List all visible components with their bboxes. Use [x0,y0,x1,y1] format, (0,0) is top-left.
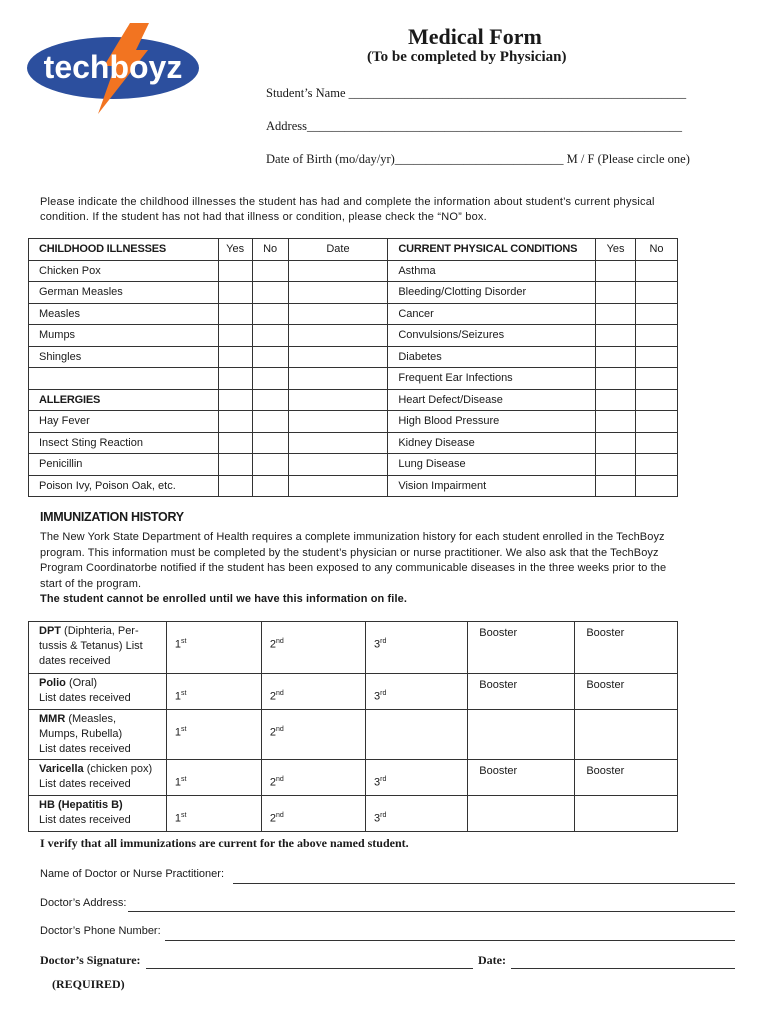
dose-suffix: nd [275,638,284,645]
dose-label: 1 [174,726,181,739]
doctor-address-input[interactable] [128,911,735,912]
empty-cell [575,710,678,760]
dose-suffix: st [180,638,187,645]
vaccine-desc: (chicken pox) [83,763,153,775]
vaccine-desc: (Oral) [65,677,98,689]
table-row [29,674,678,710]
dose-2-input[interactable] [261,760,365,796]
date-label: Date: [478,953,506,967]
date-input[interactable] [288,411,388,433]
condition-label: Cancer [388,303,596,325]
condition-label: Kidney Disease [388,432,596,454]
dose-3-input[interactable] [366,622,468,674]
yes-checkbox[interactable] [596,432,636,454]
condition-label: Frequent Ear Infections [388,368,596,390]
vaccine-desc: List dates received [39,743,131,755]
dose-label: 3 [374,776,381,789]
condition-label: Lung Disease [388,454,596,476]
vaccine-label [29,710,167,760]
vaccine-desc: (Measles, [65,713,117,725]
yes-checkbox[interactable] [218,432,252,454]
table-row [29,622,678,674]
booster-input[interactable] [468,674,575,710]
doctor-name-input[interactable] [233,883,735,884]
condition-label: Diabetes [388,346,596,368]
signature-input[interactable] [146,968,473,969]
header-no: No [252,239,288,261]
no-checkbox[interactable] [252,432,288,454]
student-name-field[interactable]: Student’s Name ______________________________________________________ [266,86,687,100]
dose-label: 2 [269,638,276,651]
dose-1-input[interactable] [166,674,261,710]
dose-suffix: st [180,776,187,783]
vaccine-label [29,796,167,832]
header-physical-conditions: CURRENT PHYSICAL CONDITIONS [388,239,596,261]
table-header-row [29,239,678,261]
yes-checkbox[interactable] [218,346,252,368]
yes-checkbox[interactable] [596,260,636,282]
no-checkbox[interactable] [252,475,288,497]
yes-checkbox[interactable] [596,368,636,390]
booster-label: Booster [586,765,625,777]
dose-suffix: nd [275,690,284,697]
no-checkbox[interactable] [636,475,678,497]
dose-suffix: nd [275,776,284,783]
dose-suffix: rd [380,638,387,645]
yes-checkbox[interactable] [218,411,252,433]
no-checkbox[interactable] [252,389,288,411]
table-row [29,346,678,368]
yes-checkbox[interactable] [218,260,252,282]
enrollment-note: The student cannot be enrolled until we have this information on file. [40,593,407,605]
date-input[interactable] [511,968,735,969]
yes-checkbox[interactable] [218,282,252,304]
booster-input[interactable] [575,622,678,674]
booster-input[interactable] [468,622,575,674]
table-row [29,389,678,411]
doctor-name-label: Name of Doctor or Nurse Practitioner: [40,868,225,880]
dose-label: 1 [174,776,181,789]
no-checkbox[interactable] [636,303,678,325]
illness-label: Measles [29,303,219,325]
table-row [29,303,678,325]
page-title: Medical Form [408,24,542,49]
required-note: (REQUIRED) [52,977,125,991]
dose-2-input[interactable] [261,796,365,832]
condition-label: Vision Impairment [388,475,596,497]
vaccine-label [29,760,167,796]
dose-label: 1 [174,690,181,703]
date-input[interactable] [288,346,388,368]
booster-label: Booster [586,627,625,639]
dose-suffix: st [180,690,187,697]
date-input[interactable] [288,475,388,497]
date-input[interactable] [288,389,388,411]
yes-checkbox[interactable] [218,303,252,325]
illness-label: Mumps [29,325,219,347]
dose-1-input[interactable] [166,710,261,760]
table-row [29,475,678,497]
date-input[interactable] [288,432,388,454]
table-row [29,454,678,476]
allergy-label: Poison Ivy, Poison Oak, etc. [29,475,219,497]
dose-label: 1 [174,638,181,651]
table-row [29,796,678,832]
booster-label: Booster [479,627,518,639]
vaccine-desc: List dates received [39,814,131,826]
empty-cell [575,796,678,832]
doctor-phone-input[interactable] [165,940,735,941]
vaccine-name: Varicella [39,763,84,775]
dose-suffix: rd [380,690,387,697]
condition-label: Bleeding/Clotting Disorder [388,282,596,304]
vaccine-label [29,622,167,674]
vaccine-desc: Mumps, Rubella) [39,728,123,740]
dose-label: 1 [174,812,181,825]
dose-suffix: rd [380,776,387,783]
no-checkbox[interactable] [636,389,678,411]
address-field[interactable]: Address____________________________________________________________ [266,119,682,133]
no-checkbox[interactable] [636,260,678,282]
vaccine-name: HB (Hepatitis B) [39,799,123,811]
dose-suffix: nd [275,812,284,819]
dose-suffix: st [180,726,187,733]
dose-label: 2 [269,726,276,739]
yes-checkbox[interactable] [596,346,636,368]
dose-label: 3 [374,812,381,825]
no-checkbox[interactable] [252,411,288,433]
illness-label: German Measles [29,282,219,304]
doctor-phone-label: Doctor’s Phone Number: [40,925,161,937]
empty-cell [366,710,468,760]
no-checkbox[interactable] [636,282,678,304]
intro-text: Please indicate the childhood illnesses the student has had and complete the information about student’s current physical condition. If the student has not had that illness or condition, please check the “NO” box. [40,196,655,223]
immunization-paragraph [40,530,680,608]
booster-label: Booster [479,679,518,691]
no-checkbox[interactable] [252,368,288,390]
yes-checkbox[interactable] [218,454,252,476]
booster-label: Booster [586,679,625,691]
vaccine-desc: tussis & Tetanus) List [39,640,143,652]
dose-3-input[interactable] [366,674,468,710]
no-checkbox[interactable] [636,368,678,390]
dose-1-input[interactable] [166,622,261,674]
booster-input[interactable] [575,760,678,796]
date-input[interactable] [288,260,388,282]
page-subtitle: (To be completed by Physician) [367,49,567,65]
techboyz-logo [18,20,208,120]
table-row [29,368,678,390]
no-checkbox[interactable] [636,325,678,347]
table-row [29,710,678,760]
condition-label: Heart Defect/Disease [388,389,596,411]
condition-label: Asthma [388,260,596,282]
immunization-table [28,621,678,832]
dose-1-input[interactable] [166,796,261,832]
header-yes-2: Yes [596,239,636,261]
dose-1-input[interactable] [166,760,261,796]
yes-checkbox[interactable] [596,475,636,497]
booster-label: Booster [479,765,518,777]
header-childhood-illnesses: CHILDHOOD ILLNESSES [29,239,219,261]
no-checkbox[interactable] [636,346,678,368]
vaccine-name: DPT [39,625,61,637]
condition-label: Convulsions/Seizures [388,325,596,347]
vaccine-name: MMR [39,713,66,725]
vaccine-name: Polio [39,677,66,689]
header-yes: Yes [218,239,252,261]
date-input[interactable] [288,454,388,476]
no-checkbox[interactable] [252,454,288,476]
empty-cell [468,710,575,760]
yes-checkbox[interactable] [218,368,252,390]
dose-label: 2 [269,690,276,703]
no-checkbox[interactable] [252,325,288,347]
dose-label: 3 [374,638,381,651]
table-row [29,760,678,796]
yes-checkbox[interactable] [596,325,636,347]
table-row [29,282,678,304]
dose-suffix: nd [275,726,284,733]
table-row [29,260,678,282]
yes-checkbox[interactable] [596,303,636,325]
immunization-title: IMMUNIZATION HISTORY [40,510,184,524]
dose-label: 3 [374,690,381,703]
verification-statement: I verify that all immunizations are current for the above named student. [40,836,409,850]
yes-checkbox[interactable] [218,325,252,347]
vaccine-label [29,674,167,710]
dose-2-input[interactable] [261,674,365,710]
no-checkbox[interactable] [252,346,288,368]
yes-checkbox[interactable] [218,389,252,411]
dose-3-input[interactable] [366,796,468,832]
dose-suffix: st [180,812,187,819]
no-checkbox[interactable] [252,260,288,282]
dose-label: 2 [269,812,276,825]
allergy-label: Insect Sting Reaction [29,432,219,454]
booster-input[interactable] [575,674,678,710]
date-input[interactable] [288,325,388,347]
illness-label: Chicken Pox [29,260,219,282]
yes-checkbox[interactable] [596,454,636,476]
logo-text: techboyz [43,49,183,85]
allergy-label: Hay Fever [29,411,219,433]
dob-field[interactable]: Date of Birth (mo/day/yr)___________________________ M / F (Please circle one) [266,152,690,166]
yes-checkbox[interactable] [596,282,636,304]
yes-checkbox[interactable] [596,389,636,411]
conditions-table [28,238,678,497]
allergy-label: Penicillin [29,454,219,476]
vaccine-desc: List dates received [39,778,131,790]
vaccine-desc: List dates received [39,692,131,704]
vaccine-desc: (Diphteria, Per- [61,625,139,637]
empty-cell [468,796,575,832]
date-input[interactable] [288,282,388,304]
yes-checkbox[interactable] [218,475,252,497]
no-checkbox[interactable] [252,282,288,304]
yes-checkbox[interactable] [596,411,636,433]
allergies-heading: ALLERGIES [29,389,219,411]
signature-label: Doctor’s Signature: [40,953,141,967]
condition-label: High Blood Pressure [388,411,596,433]
header-date: Date [288,239,388,261]
table-row [29,432,678,454]
immunization-text: The New York State Department of Health requires a complete immunization history for each student enrolled in the TechBoyz program. This information must be completed by the student’s physician or nurse practitioner. We also ask that the TechBoyz Program Coordinatorbe notified if the student has been exposed to any communicable diseases in the three weeks prior to the start of the program. [40,531,667,590]
doctor-address-label: Doctor’s Address: [40,897,127,909]
header-no-2: No [636,239,678,261]
no-checkbox[interactable] [636,454,678,476]
date-input[interactable] [288,303,388,325]
dose-suffix: rd [380,812,387,819]
table-row [29,325,678,347]
dose-2-input[interactable] [261,622,365,674]
dose-3-input[interactable] [366,760,468,796]
no-checkbox[interactable] [636,432,678,454]
table-row [29,411,678,433]
illness-label: Shingles [29,346,219,368]
illness-label [29,368,219,390]
dose-label: 2 [269,776,276,789]
no-checkbox[interactable] [636,411,678,433]
vaccine-desc: dates received [39,655,111,667]
date-input[interactable] [288,368,388,390]
no-checkbox[interactable] [252,303,288,325]
booster-input[interactable] [468,760,575,796]
dose-2-input[interactable] [261,710,365,760]
